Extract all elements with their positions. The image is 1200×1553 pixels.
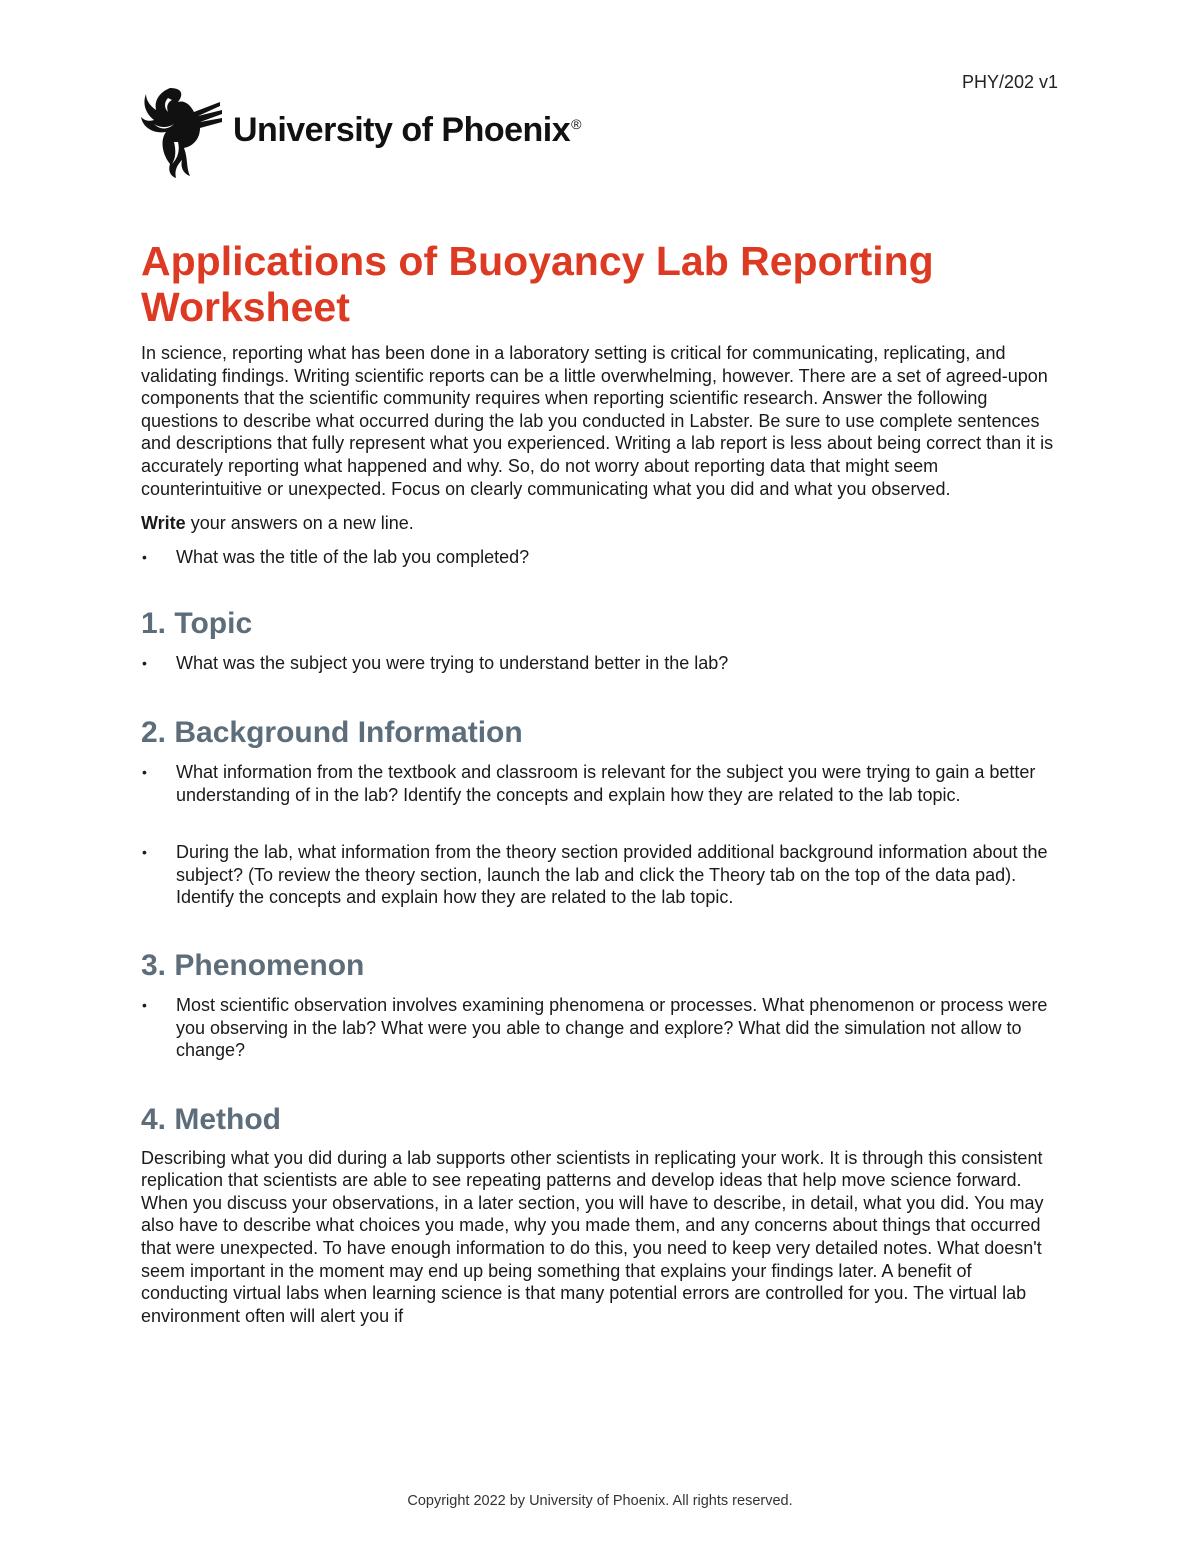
section-heading-background: 2. Background Information [141, 715, 523, 749]
registered-mark: ® [571, 116, 581, 132]
list-item [141, 841, 1061, 909]
section-heading-method: 4. Method [141, 1102, 281, 1136]
course-code: PHY/202 v1 [961, 72, 1058, 92]
intro-paragraph: In science, reporting what has been done in a laboratory setting is critical for communicating, replicating, and validating findings. Writing scientific reports can be a little overwhelming, however. There are a set of agreed-upon components that the scientific community requires when reporting scientific research. Answer the following questions to describe what occurred during the lab you conducted in Labster. Be sure to use complete sentences and descriptions that fully represent what you experienced. Writing a lab report is less about being correct than it is accurately reporting what happened and why. So, do not worry about reporting data that might seem counterintuitive or unexpected. Focus on clearly communicating what you did and what you observed. [141, 343, 1054, 499]
logo-text: University of Phoenix [233, 111, 571, 149]
university-logo [140, 84, 581, 180]
bullet-icon: • [142, 655, 147, 672]
section-heading-phenomenon: 3. Phenomenon [141, 948, 365, 982]
bullet-icon: • [142, 763, 147, 780]
question-text: Most scientific observation involves examining phenomena or processes. What phenomenon or process were you observing in the lab? What were you able to change and explore? What did the simulation not allow to change? [176, 994, 1048, 1061]
method-paragraph: Describing what you did during a lab supports other scientists in replicating your work. It is through this consistent replication that scientists are able to see repeating patterns and develop ideas that help move science forward. When you discuss your observations, in a later section, you will have to describe, in detail, what you did. You may also have to describe what choices you made, why you made them, and any concerns about things that occurred that were unexpected. To have enough information to do this, you need to keep very detailed notes. What doesn't seem important in the moment may end up being something that explains your findings later. A benefit of conducting virtual labs when learning science is that many potential errors are controlled for you. The virtual lab environment often will alert you if [141, 1147, 1044, 1326]
list-item [141, 761, 1061, 806]
answer-instruction [141, 512, 1061, 535]
background-questions [141, 761, 1061, 909]
bullet-icon: • [142, 548, 147, 565]
worksheet-body [141, 238, 1061, 1327]
instruction-rest: your answers on a new line. [185, 513, 414, 534]
question-text: What information from the textbook and classroom is relevant for the subject you were trying to gain a better understanding of in the lab? Identify the concepts and explain how they are related to the lab topic. [176, 761, 1036, 805]
question-text: What was the title of the lab you completed? [176, 546, 530, 567]
question-text: During the lab, what information from the theory section provided additional background information about the subject? (To review the theory section, launch the lab and click the Theory tab on the top of the data pad). Identify the concepts and explain how they are related to the lab topic. [176, 842, 1048, 908]
title-question-list [141, 546, 1061, 569]
logo-wordmark [233, 111, 581, 150]
section-heading-topic: 1. Topic [141, 607, 253, 641]
list-item [141, 652, 1061, 675]
topic-questions [141, 652, 1061, 675]
bullet-icon: • [142, 996, 147, 1013]
list-item [141, 546, 1061, 569]
instruction-bold: Write [141, 513, 186, 534]
page-title: Applications of Buoyancy Lab Reporting Worksheet [141, 238, 934, 330]
question-text: What was the subject you were trying to understand better in the lab? [176, 653, 729, 674]
list-item [141, 994, 1061, 1062]
bullet-icon: • [142, 844, 147, 861]
copyright-footer: Copyright 2022 by University of Phoenix. All rights reserved. [407, 1493, 793, 1509]
phenomenon-questions [141, 994, 1061, 1062]
phoenix-bird-icon [140, 84, 224, 178]
